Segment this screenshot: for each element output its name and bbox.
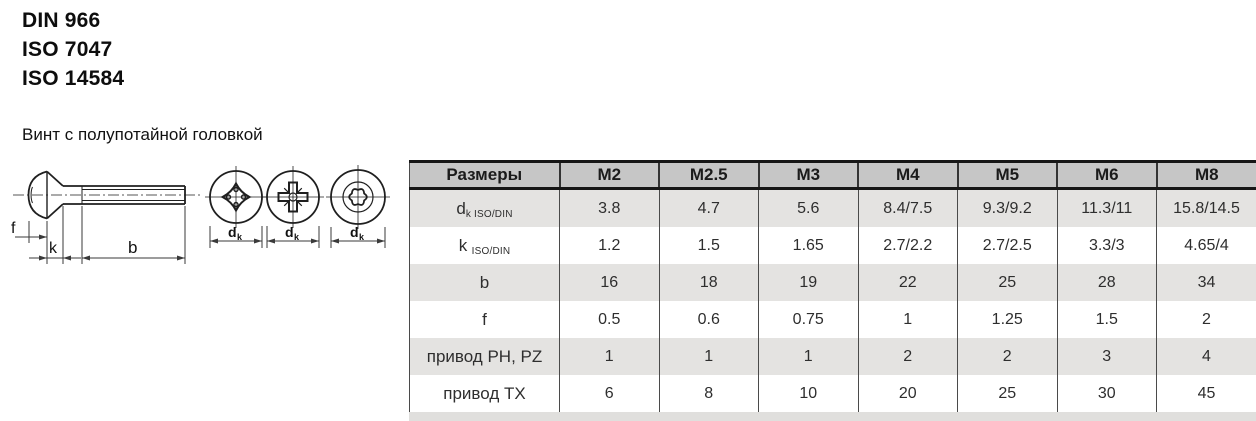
- col-header-m4: M4: [858, 162, 958, 189]
- dim-label-dk-sub: k: [294, 232, 300, 242]
- cell-value: 34: [1157, 264, 1256, 301]
- arrow-b-right: [177, 256, 185, 261]
- cell-value: 1.65: [759, 227, 859, 264]
- cell-value: 25: [958, 264, 1058, 301]
- row-label-dk: [410, 189, 560, 228]
- row-label-main: d: [456, 198, 466, 218]
- dim-label-dk-sub: k: [237, 232, 243, 242]
- cell-value: 22: [858, 264, 958, 301]
- cell-value: 11.3/11: [1057, 189, 1157, 228]
- arrow: [377, 239, 385, 244]
- standard-iso-14584: ISO 14584: [22, 67, 125, 90]
- cell-value: 4.7: [659, 189, 759, 228]
- cell-value: 3: [1057, 338, 1157, 375]
- col-header-m5: M5: [958, 162, 1058, 189]
- table-row-drive-ph-pz: [410, 338, 1256, 375]
- cell-value: 1.2: [560, 227, 660, 264]
- col-header-m2: M2: [560, 162, 660, 189]
- screw-side-view: [13, 172, 200, 219]
- cell-value: 19: [759, 264, 859, 301]
- table-header-row: [410, 162, 1256, 189]
- col-header-m3: M3: [759, 162, 859, 189]
- arrow: [267, 239, 275, 244]
- table-row-drive-tx: [410, 375, 1256, 412]
- pozidriv-head-view: [262, 166, 324, 228]
- cone-top: [47, 172, 63, 187]
- cell-value: 1: [560, 338, 660, 375]
- dim-label-k: k: [49, 240, 57, 257]
- screw-technical-drawing: [0, 158, 410, 276]
- cell-value: 8.4/7.5: [858, 189, 958, 228]
- cell-value: 1.25: [958, 301, 1058, 338]
- cell-value: 16: [560, 264, 660, 301]
- row-label-b: [410, 264, 560, 301]
- row-label-main: k: [458, 235, 468, 255]
- cell-value: 1.5: [659, 227, 759, 264]
- cell-value: 8: [659, 375, 759, 412]
- row-label-sub: ISO/DIN: [471, 245, 511, 257]
- cell-value: 2: [858, 338, 958, 375]
- row-label-drive-tx: [410, 375, 560, 412]
- arrow: [210, 239, 218, 244]
- size-table: [409, 160, 1256, 412]
- cell-value: 1: [858, 301, 958, 338]
- arrow: [311, 239, 319, 244]
- table-row-b: [410, 264, 1256, 301]
- arrow-k-left: [39, 256, 47, 261]
- cell-value: 2.7/2.5: [958, 227, 1058, 264]
- dim-label-dk: d: [285, 224, 294, 240]
- cell-value: 25: [958, 375, 1058, 412]
- dim-label-f: f: [11, 220, 16, 237]
- row-label-k: [410, 227, 560, 264]
- table-row-dk: [410, 189, 1256, 228]
- dim-label-dk-sub: k: [359, 232, 365, 242]
- cell-value: 6: [560, 375, 660, 412]
- cell-value: 9.3/9.2: [958, 189, 1058, 228]
- col-header-sizes: Размеры: [410, 162, 560, 189]
- cell-value: 30: [1057, 375, 1157, 412]
- row-label-main: f: [482, 309, 487, 329]
- cell-value: 5.6: [759, 189, 859, 228]
- standards-list: [22, 6, 124, 93]
- cell-value: 4: [1157, 338, 1256, 375]
- cell-value: 20: [858, 375, 958, 412]
- cell-value: 1: [659, 338, 759, 375]
- col-header-m2-5: M2.5: [659, 162, 759, 189]
- cell-value: 28: [1057, 264, 1157, 301]
- dim-label-dk: d: [228, 224, 237, 240]
- cell-value: 0.6: [659, 301, 759, 338]
- cell-value: 1: [759, 338, 859, 375]
- standard-din-966: DIN 966: [22, 9, 101, 32]
- cell-value: 1.5: [1057, 301, 1157, 338]
- standard-iso-7047: ISO 7047: [22, 38, 113, 61]
- cell-value: 18: [659, 264, 759, 301]
- cell-value: 10: [759, 375, 859, 412]
- row-label-f: [410, 301, 560, 338]
- table-row-f: [410, 301, 1256, 338]
- torx-head-view: [326, 165, 390, 229]
- cell-value: 15.8/14.5: [1157, 189, 1256, 228]
- cell-value: 0.75: [759, 301, 859, 338]
- row-label-main: привод PH, PZ: [426, 346, 543, 366]
- dimension-lines: [15, 206, 185, 264]
- row-label-sub: k ISO/DIN: [465, 208, 513, 220]
- row-label-main: b: [479, 272, 490, 292]
- col-header-m6: M6: [1057, 162, 1157, 189]
- cell-value: 0.5: [560, 301, 660, 338]
- product-subtitle: Винт с полупотайной головкой: [22, 125, 263, 144]
- cell-value: 3.8: [560, 189, 660, 228]
- arrow-f: [39, 235, 47, 240]
- table-row-k: [410, 227, 1256, 264]
- cone-bottom: [47, 204, 63, 219]
- arrow-b-left: [82, 256, 90, 261]
- row-label-main: привод TX: [443, 383, 526, 403]
- dim-label-dk: d: [350, 224, 359, 240]
- arrow: [254, 239, 262, 244]
- arrow: [331, 239, 339, 244]
- phillips-head-view: [205, 166, 267, 228]
- cell-value: 2.7/2.2: [858, 227, 958, 264]
- next-row-partial-strip: [409, 412, 1256, 421]
- cell-value: 3.3/3: [1057, 227, 1157, 264]
- cell-value: 2: [958, 338, 1058, 375]
- dim-label-b: b: [128, 238, 138, 257]
- cell-value: 45: [1157, 375, 1256, 412]
- arrow-k-right: [63, 256, 71, 261]
- row-label-drive-ph-pz: [410, 338, 560, 375]
- cell-value: 2: [1157, 301, 1256, 338]
- cell-value: 4.65/4: [1157, 227, 1256, 264]
- col-header-m8: M8: [1157, 162, 1256, 189]
